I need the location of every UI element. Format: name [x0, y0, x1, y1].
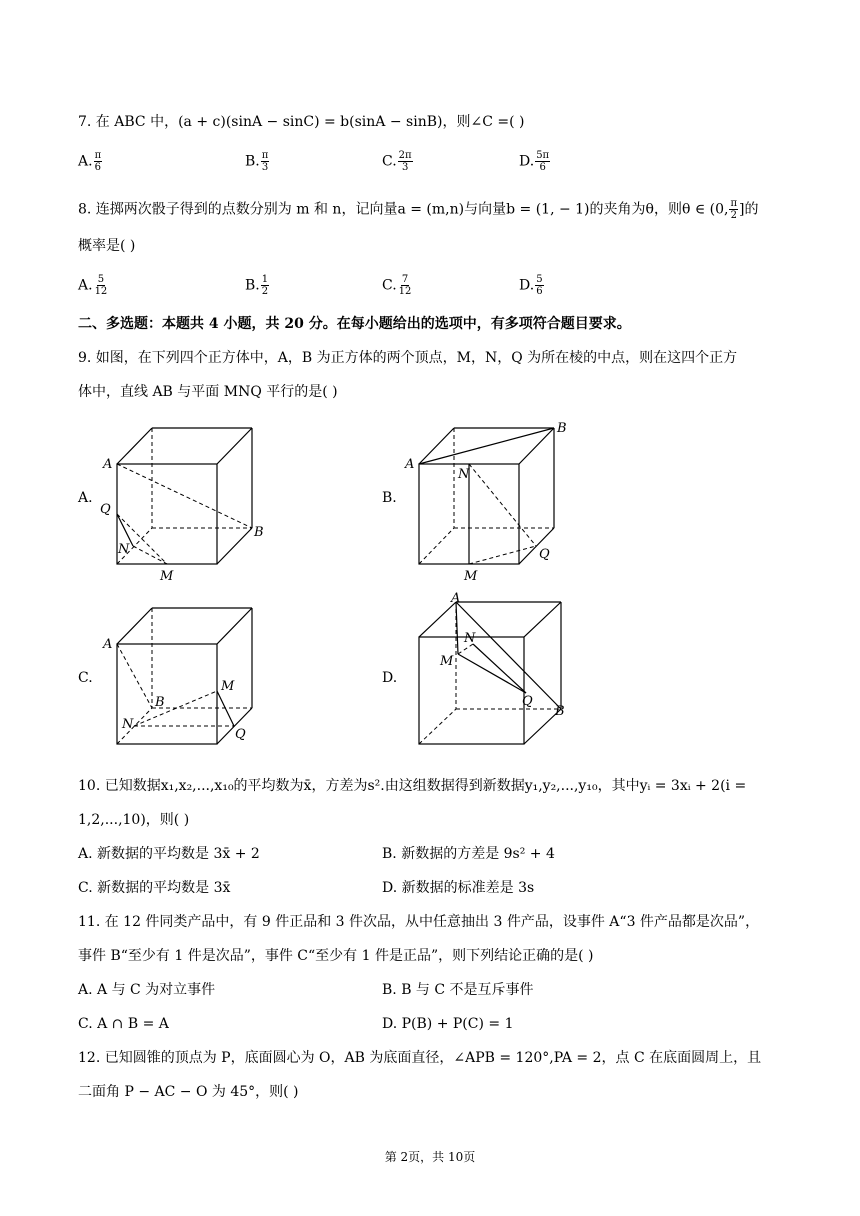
q8-stem-line1: 8. 连掷两次骰子得到的点数分别为 m 和 n，记向量a = (m,n)与向量b = (1, − 1)的夹角为θ，则θ ∈ (0, $\frac{\pi}{2}$ ]的 — [78, 198, 759, 221]
label-m: M — [160, 569, 174, 584]
fraction: $\frac{5}{6}$ — [536, 274, 543, 297]
section-heading: 二、多选题：本题共 4 小题，共 20 分。在每小题给出的选项中，有多项符合题目要求。 — [78, 316, 631, 332]
fraction: $\frac{2\pi}{3}$ — [398, 150, 412, 173]
label-a: A — [103, 457, 113, 472]
label-n: N — [458, 467, 470, 482]
q7-option-b — [245, 150, 270, 173]
option-label: A. — [78, 153, 93, 170]
label-q: Q — [100, 502, 111, 517]
label-n: N — [464, 631, 476, 646]
q9-option-c-label: C. — [78, 670, 93, 686]
q7-option-a — [78, 150, 103, 173]
option-label: C. — [382, 153, 397, 170]
label-a: A — [451, 591, 461, 606]
fraction: $\frac{\pi}{2}$ — [730, 198, 738, 221]
q9-option-d-label: D. — [382, 670, 398, 686]
q7-stem: 7. 在 ABC 中，(a + c)(sinA − sinC) = b(sinA − sinB)，则∠C =( ) — [78, 114, 525, 130]
q8-option-b: B. $\frac{1}{2}$ — [245, 274, 269, 297]
option-label: D. — [519, 153, 535, 170]
fraction: $\frac{5\pi}{6}$ — [536, 150, 550, 173]
q10-stem-line2: 1,2,...,10)，则( ) — [78, 812, 190, 828]
fraction: $\frac{7}{12}$ — [398, 274, 412, 297]
fraction: $\frac{\pi}{3}$ — [261, 150, 269, 173]
label-n: N — [118, 542, 130, 557]
label-a: A — [405, 457, 415, 472]
fraction: $\frac{1}{2}$ — [261, 274, 269, 297]
q11-option-a: A. A 与 C 为对立事件 — [78, 982, 216, 998]
label-b: B — [254, 525, 264, 540]
fraction: $\frac{\pi}{6}$ — [94, 150, 102, 173]
q7-option-d — [519, 150, 551, 173]
q12-stem-line1: 12. 已知圆锥的顶点为 P，底面圆心为 O，AB 为底面直径，∠APB = 120°,PA = 2，点 C 在底面圆周上，且 — [78, 1050, 762, 1066]
fraction: $\frac{5}{12}$ — [94, 274, 108, 297]
q11-option-c: C. A ∩ B = A — [78, 1016, 169, 1032]
q10-option-b: B. 新数据的方差是 9s² + 4 — [382, 846, 555, 862]
q9-option-b-label: B. — [382, 490, 397, 506]
label-a: A — [103, 637, 113, 652]
label-b: B — [555, 704, 565, 719]
q11-option-b: B. B 与 C 不是互斥事件 — [382, 982, 534, 998]
label-q: Q — [539, 547, 550, 562]
label-n: N — [122, 717, 134, 732]
page-footer: 第 2页，共 10页 — [384, 1150, 476, 1164]
q7-option-c — [382, 150, 414, 173]
q10-stem-line1: 10. 已知数据x₁,x₂,...,x₁₀的平均数为x̄，方差为s².由这组数据得到新数据y₁,y₂,...,y₁₀，其中yᵢ = 3xᵢ + 2(i = — [78, 778, 747, 794]
q12-stem-line2: 二面角 P − AC − O 为 45°，则( ) — [78, 1084, 299, 1100]
cube-figure-b — [402, 420, 582, 594]
cube-figure-a — [100, 420, 280, 594]
q8-stem-line2: 概率是( ) — [78, 238, 136, 254]
q11-option-d: D. P(B) + P(C) = 1 — [382, 1016, 514, 1032]
q8-option-c: C. $\frac{7}{12}$ — [382, 274, 412, 297]
label-b: B — [557, 421, 567, 436]
q9-option-a-label: A. — [78, 490, 93, 506]
q8-option-a: A. $\frac{5}{12}$ — [78, 274, 108, 297]
label-m: M — [464, 569, 478, 584]
q10-option-c: C. 新数据的平均数是 3x̄ — [78, 880, 231, 896]
label-q: Q — [235, 727, 246, 742]
label-m: M — [440, 654, 454, 669]
q8-option-d: D. $\frac{5}{6}$ — [519, 274, 543, 297]
q11-stem-line2: 事件 B“至少有 1 件是次品”，事件 C“至少有 1 件是正品”，则下列结论正确的是( ) — [78, 948, 594, 964]
cube-figure-d — [402, 590, 582, 764]
label-b: B — [155, 695, 165, 710]
q10-option-d: D. 新数据的标准差是 3s — [382, 880, 535, 896]
q9-stem-line1: 9. 如图，在下列四个正方体中，A，B 为正方体的两个顶点，M，N，Q 为所在棱的中点，则在这四个正方 — [78, 350, 738, 366]
q10-option-a: A. 新数据的平均数是 3x̄ + 2 — [78, 846, 260, 862]
q9-stem-line2: 体中，直线 AB 与平面 MNQ 平行的是( ) — [78, 384, 338, 400]
cube-figure-c — [100, 600, 280, 774]
label-q: Q — [522, 694, 533, 709]
option-label: B. — [245, 153, 260, 170]
q11-stem-line1: 11. 在 12 件同类产品中，有 9 件正品和 3 件次品，从中任意抽出 3 件产品，设事件 A“3 件产品都是次品”， — [78, 914, 760, 930]
label-m: M — [221, 679, 235, 694]
